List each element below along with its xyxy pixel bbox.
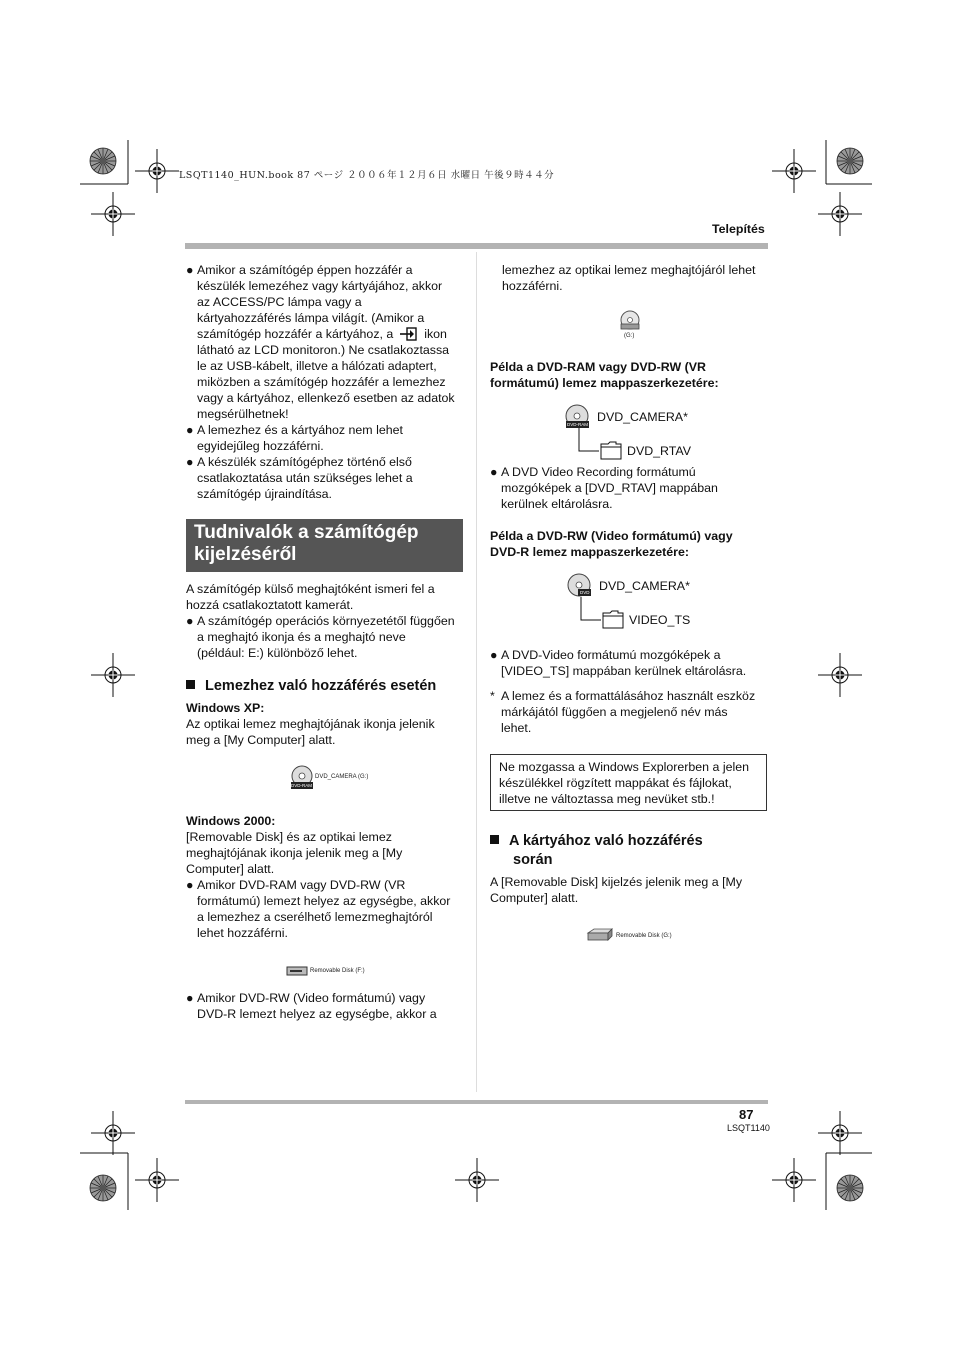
bullet-dot: ●	[490, 648, 498, 662]
text-line: Ne mozgassa a Windows Explorerben a jelen	[499, 760, 750, 774]
print-header: LSQT1140_HUN.book 87 ページ ２００６年１２月６日 水曜日 午後９時４４分	[179, 170, 555, 181]
text-line: [Removable Disk] és az optikai lemez	[186, 830, 392, 844]
text-line: márkájától függően a megjelenő név más	[501, 705, 728, 719]
text-line: le az USB-kábelt, illetve a hálózati adaptert,	[197, 359, 437, 373]
text-line: A számítógép külső meghajtóként ismeri fel a	[186, 582, 435, 596]
heading-line: kijelzéséről	[194, 544, 297, 565]
page-number: 87	[739, 1107, 754, 1122]
root-folder-name: DVD_CAMERA*	[597, 410, 688, 424]
bullet-dot: ●	[186, 423, 194, 437]
child-folder-name: DVD_RTAV	[627, 444, 692, 458]
dvd-badge: DVD-RAM	[291, 783, 312, 788]
bullet-dot: ●	[186, 614, 194, 628]
section-label: Telepítés	[712, 222, 765, 236]
text-line: Példa a DVD-RAM vagy DVD-RW (VR	[490, 360, 706, 374]
text-line: Computer] alatt.	[490, 891, 579, 905]
text-line: vagy a kártyához, ellenkező esetben az adatok	[197, 391, 455, 405]
text-line: A DVD-Video formátumú mozgóképek a	[501, 648, 721, 662]
crop-circle-icon	[837, 1175, 863, 1201]
text-line: megsérülhetnek!	[197, 407, 289, 421]
text-line: készülékkel rögzített mappákat és fájlokat,	[499, 776, 732, 790]
text-line: DVD-R lemez mappaszerkezetére:	[490, 545, 690, 559]
column-divider	[476, 252, 477, 1092]
winxp-text	[186, 716, 435, 748]
text-line: Amikor a számítógép éppen hozzáfér a	[197, 263, 413, 277]
heading-line: Tudnivalók a számítógép	[194, 522, 419, 543]
bullet-dot: ●	[490, 465, 498, 479]
section-heading	[186, 519, 463, 572]
text-line: A lemezhez és a kártyához nem lehet	[197, 423, 403, 437]
registration-mark-icon	[772, 1158, 816, 1202]
top-rule	[185, 243, 768, 249]
registration-mark-icon	[455, 1158, 499, 1202]
dvd-badge: DVD-RAM	[567, 422, 588, 427]
text-line: hozzá csatlakoztatott kamerát.	[186, 598, 354, 612]
text-line: Amikor DVD-RAM vagy DVD-RW (VR	[197, 878, 406, 892]
folder-icon	[602, 609, 624, 629]
bullet-dot: ●	[186, 455, 194, 469]
text-line: hozzáférni.	[502, 279, 563, 293]
text-line: illetve ne változtassa meg nevüket stb.!	[499, 792, 715, 806]
text-line: Amikor DVD-RW (Video formátumú) vagy	[197, 991, 426, 1005]
sub-heading-text: A kártyához való hozzáférés	[509, 833, 703, 849]
text-line: A készülék számítógéphez történő első	[197, 455, 412, 469]
text-line: A számítógép operációs környezetétől függően	[197, 614, 455, 628]
example1-heading	[490, 359, 719, 391]
crop-circle-icon	[837, 148, 863, 174]
text-line-with-icon	[197, 326, 455, 342]
registration-mark-icon	[818, 1111, 862, 1155]
text-line: a meghajtó ikonja és a meghajtó neve	[197, 630, 406, 644]
drive-label: DVD_CAMERA (G:)	[315, 774, 369, 780]
folder-tree-1	[565, 404, 785, 464]
text-line: Példa a DVD-RW (Video formátumú) vagy	[490, 529, 733, 543]
drive-label: Removable Disk (F:)	[310, 968, 365, 974]
card-text	[490, 874, 742, 906]
text-line: meg a [My Computer] alatt.	[186, 733, 336, 747]
root-folder-name: DVD_CAMERA*	[599, 579, 690, 593]
text-line: egyidejűleg hozzáférni.	[197, 439, 324, 453]
doc-code: LSQT1140	[727, 1123, 770, 1133]
sub-heading-text: során	[513, 852, 553, 868]
text-line: csatlakoztatása után szükséges lehet a	[197, 471, 413, 485]
text-line: formátumú) lemez mappaszerkezetére:	[490, 376, 719, 390]
text-line: látható az LCD monitoron.) Ne csatlakoztassa	[197, 343, 450, 357]
text-line: az ACCESS/PC lámpa vagy a	[197, 295, 362, 309]
text-line: kerülnek eltárolásra.	[501, 497, 613, 511]
removable-disk-f	[286, 964, 365, 982]
registration-mark-icon	[818, 192, 862, 236]
registration-mark-icon	[135, 149, 179, 193]
winxp-label: Windows XP:	[186, 701, 265, 715]
drive-label: Removable Disk (G:)	[616, 933, 672, 939]
text-line: Az optikai lemez meghajtójának ikonja jelenik	[186, 717, 435, 731]
icon-suffix: ikon	[424, 327, 447, 341]
text-line: lemezhez az optikai lemez meghajtójáról lehet	[502, 263, 756, 277]
example2-heading	[490, 528, 733, 560]
registration-mark-icon	[91, 653, 135, 697]
crop-circle-icon	[90, 148, 116, 174]
child-folder-name: VIDEO_TS	[629, 613, 691, 627]
folder-icon	[600, 440, 622, 460]
folder-tree-2	[567, 573, 787, 633]
dvd-badge: DVD	[580, 590, 590, 595]
bullet-dot: ●	[186, 991, 194, 1005]
registration-mark-icon	[818, 653, 862, 697]
bullet-dot: ●	[186, 878, 194, 892]
text-line: A [Removable Disk] kijelzés jelenik meg a [My	[490, 875, 743, 889]
continued-text	[502, 262, 755, 294]
sub-heading-text: Lemezhez való hozzáférés esetén	[205, 678, 437, 694]
text-line: formátumú) lemezt helyez az egységbe, akkor	[197, 894, 451, 908]
bullet-dot: ●	[186, 263, 194, 277]
text-line: A DVD Video Recording formátumú	[501, 465, 696, 479]
registration-mark-icon	[91, 192, 135, 236]
text-line: A lemez és a formattálásához használt eszköz	[501, 689, 756, 703]
removable-disk-icon	[586, 927, 614, 943]
text-line: kártyahozzáférés lámpa világít. (Amikor a	[197, 311, 425, 325]
text-line: számítógép hozzáfér a kártyához, a	[197, 327, 394, 341]
access-icon	[399, 327, 419, 341]
intro-paragraph	[186, 581, 435, 613]
win2000-label: Windows 2000:	[186, 814, 276, 828]
square-bullet-icon	[186, 680, 195, 689]
bottom-rule	[185, 1100, 768, 1104]
crop-circle-icon	[90, 1175, 116, 1201]
text-line: mozgóképek a [DVD_RTAV] mappában	[501, 481, 718, 495]
optical-drive-icon	[619, 310, 643, 337]
dvd-disc-icon	[619, 310, 643, 332]
text-line: meghajtójának ikonja jelenik meg a [My	[186, 846, 403, 860]
text-line: miközben a számítógép hozzáfér a lemezhez	[197, 375, 446, 389]
registration-mark-icon	[135, 1158, 179, 1202]
text-line: Computer] alatt.	[186, 862, 275, 876]
square-bullet-icon	[490, 835, 499, 844]
text-line: lehet.	[501, 721, 532, 735]
registration-mark-icon	[772, 149, 816, 193]
warning-note-box	[490, 754, 767, 811]
text-line: DVD-R lemezt helyez az egységbe, akkor a	[197, 1007, 437, 1021]
registration-mark-icon	[91, 1111, 135, 1155]
text-line: a lemezhez a cserélhető lemezmeghajtóról	[197, 910, 433, 924]
sub-heading-card-access	[490, 832, 703, 870]
text-line: (például: E:) különböző lehet.	[197, 646, 358, 660]
asterisk-mark: *	[490, 689, 495, 703]
winxp-drive-icon	[290, 765, 369, 796]
win2000-text	[186, 829, 402, 877]
removable-disk-icon	[286, 965, 308, 977]
text-line: számítógép újraindítása.	[197, 487, 332, 501]
text-line: lehet hozzáférni.	[197, 926, 288, 940]
drive-label: (G:)	[624, 333, 635, 339]
text-line: [VIDEO_TS] mappában kerülnek eltárolásra.	[501, 664, 747, 678]
sub-heading-disc-access	[186, 677, 436, 696]
text-line: készülék lemezéhez vagy kártyájához, akkor	[197, 279, 443, 293]
removable-disk-g	[586, 927, 672, 948]
